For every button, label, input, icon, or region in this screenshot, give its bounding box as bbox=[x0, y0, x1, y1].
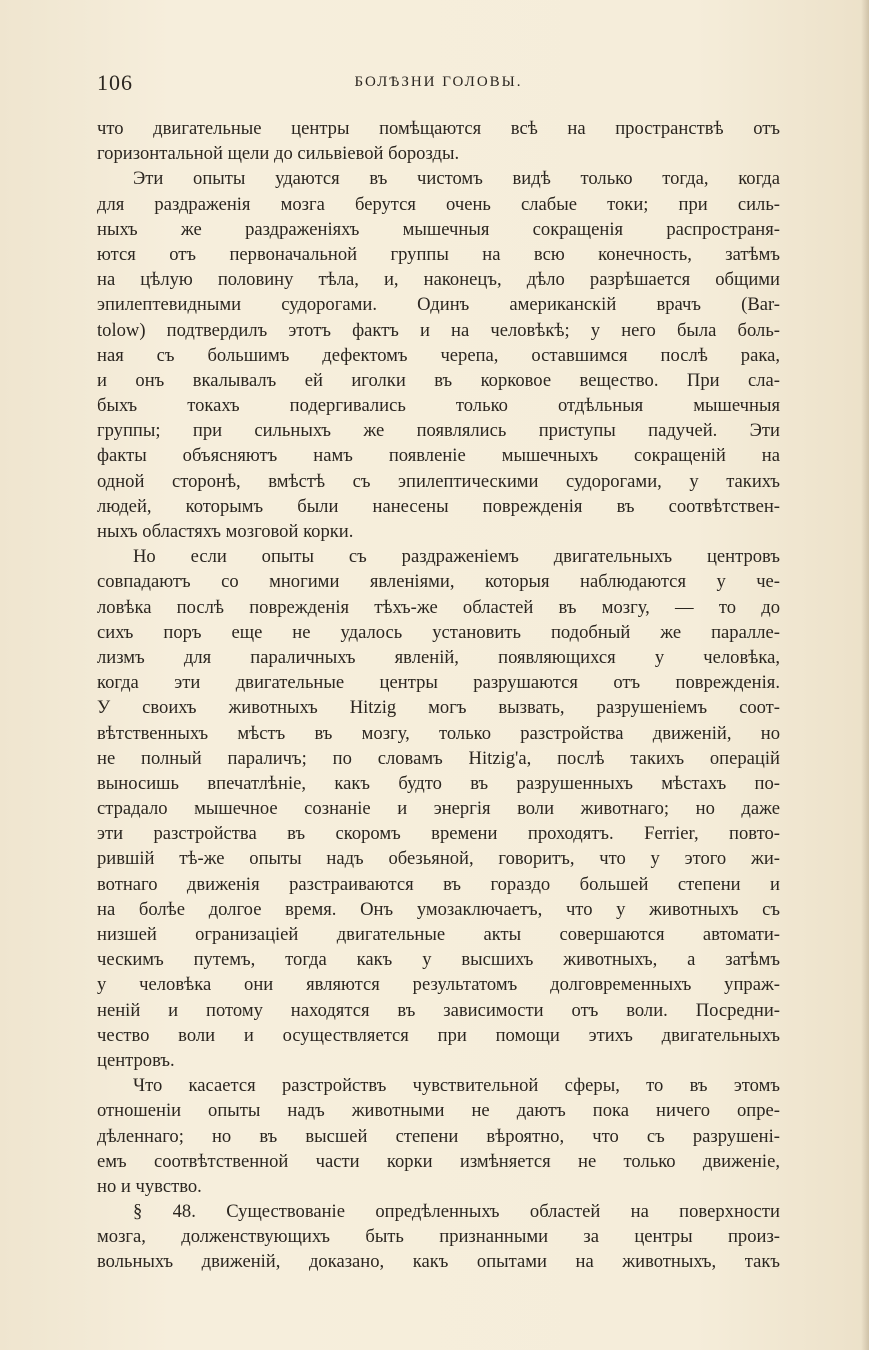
text-line: вольныхъ движеній, доказано, какъ опытами на животныхъ, такъ bbox=[97, 1251, 780, 1273]
text-line: tolow) подтвердилъ этотъ фактъ и на человѣкѣ; у него была боль- bbox=[97, 319, 780, 341]
text-line: мозга, долженствующихъ быть признанными за центры произ- bbox=[97, 1226, 780, 1248]
text-line: сихъ поръ еще не удалось установить подобный же паралле- bbox=[97, 621, 780, 643]
text-line: ныхъ же раздраженіяхъ мышечныя сокращенія распространя- bbox=[97, 218, 780, 240]
text-line: неній и потому находятся въ зависимости отъ воли. Посредни- bbox=[97, 999, 780, 1021]
text-line: лизмъ для параличныхъ явленій, появляющихся у человѣка, bbox=[97, 646, 780, 668]
text-line: У своихъ животныхъ Hitzig могъ вызвать, разрушеніемъ соот- bbox=[97, 697, 780, 719]
body-text bbox=[97, 116, 780, 1275]
text-line: одной сторонѣ, вмѣстѣ съ эпилептическими судорогами, у такихъ bbox=[97, 470, 780, 492]
text-line: не полный параличъ; по словамъ Hitzig'а, послѣ такихъ операцій bbox=[97, 747, 780, 769]
text-line: ная съ большимъ дефектомъ черепа, оставшимся послѣ рака, bbox=[97, 344, 780, 366]
text-line: центровъ. bbox=[97, 1049, 175, 1071]
text-line: эпилептевидными судорогами. Одинъ американскій врачъ (Bar- bbox=[97, 294, 780, 316]
text-line: и онъ вкалывалъ ей иголки въ корковое вещество. При сла- bbox=[97, 369, 780, 391]
text-line: вотнаго движенія разстраиваются въ гораздо большей степени и bbox=[97, 873, 780, 895]
text-line: для раздраженія мозга берутся очень слабые токи; при силь- bbox=[97, 193, 780, 215]
paragraph-first-line: Что касается разстройствъ чувствительной сферы, то въ этомъ bbox=[133, 1075, 780, 1097]
text-line: страдало мышечное сознаніе и энергія воли животнаго; но даже bbox=[97, 798, 780, 820]
page-number: 106 bbox=[97, 70, 133, 95]
page-header bbox=[97, 70, 780, 100]
text-line: горизонтальной щели до сильвіевой борозды. bbox=[97, 143, 460, 165]
text-line: низшей огранизаціей двигательные акты совершаются автомати- bbox=[97, 924, 780, 945]
text-line: у человѣка они являются результатомъ долговременныхъ упраж- bbox=[97, 974, 780, 996]
text-line: ловѣка послѣ поврежденія тѣхъ-же областей въ мозгу, — то до bbox=[97, 596, 780, 618]
text-line: выносишь впечатлѣніе, какъ будто въ разрушенныхъ мѣстахъ по- bbox=[97, 772, 780, 794]
paragraph-first-line: Но если опыты съ раздраженіемъ двигательныхъ центровъ bbox=[133, 546, 780, 568]
text-line: эти разстройства въ скоромъ времени проходятъ. Ferrier, повто- bbox=[97, 823, 780, 845]
section-first-line: § 48. Существованіе опредѣленныхъ областей на поверхности bbox=[133, 1201, 780, 1223]
text-line: на цѣлую половину тѣла, и, наконецъ, дѣло разрѣшается общими bbox=[97, 269, 780, 291]
text-line: когда эти двигательные центры разрушаются отъ поврежденія. bbox=[97, 672, 780, 694]
text-line: чество воли и осуществляется при помощи этихъ двигательныхъ bbox=[97, 1024, 780, 1046]
text-line: ются отъ первоначальной группы на всю конечность, затѣмъ bbox=[97, 243, 780, 265]
text-line: вѣтственныхъ мѣстъ въ мозгу, только разстройства движеній, но bbox=[97, 722, 780, 744]
text-line: быхъ токахъ подергивались только отдѣльныя мышечныя bbox=[97, 395, 780, 417]
text-line: рившій тѣ-же опыты надъ обезьяной, говоритъ, что у этого жи- bbox=[97, 848, 780, 870]
text-line: что двигательные центры помѣщаются всѣ на пространствѣ отъ bbox=[97, 118, 780, 139]
text-line: людей, которымъ были нанесены поврежденія въ соотвѣтствен- bbox=[97, 495, 780, 517]
text-line: совпадаютъ со многими явленіями, которыя наблюдаются у че- bbox=[97, 571, 780, 593]
page-edge-shadow bbox=[861, 0, 869, 1350]
text-line: ческимъ путемъ, тогда какъ у высшихъ животныхъ, а затѣмъ bbox=[97, 949, 780, 971]
text-line: дѣленнаго; но въ высшей степени вѣроятно, что съ разрушені- bbox=[97, 1125, 780, 1147]
text-line: ныхъ областяхъ мозговой корки. bbox=[97, 521, 354, 542]
paragraph-first-line: Эти опыты удаются въ чистомъ видѣ только тогда, когда bbox=[133, 168, 780, 190]
text-line: отношеніи опыты надъ животными не даютъ пока ничего опре- bbox=[97, 1100, 780, 1122]
running-head: БОЛѢЗНИ ГОЛОВЫ. bbox=[354, 74, 523, 90]
text-line: группы; при сильныхъ же появлялись приступы падучей. Эти bbox=[97, 420, 780, 442]
text-line: емъ соотвѣтственной части корки измѣняется не только движеніе, bbox=[97, 1150, 780, 1172]
text-line: но и чувство. bbox=[97, 1175, 202, 1197]
text-line: факты объясняютъ намъ появленіе мышечныхъ сокращеній на bbox=[97, 445, 780, 467]
text-line: на болѣе долгое время. Онъ умозаключаетъ, что у животныхъ съ bbox=[97, 898, 780, 920]
